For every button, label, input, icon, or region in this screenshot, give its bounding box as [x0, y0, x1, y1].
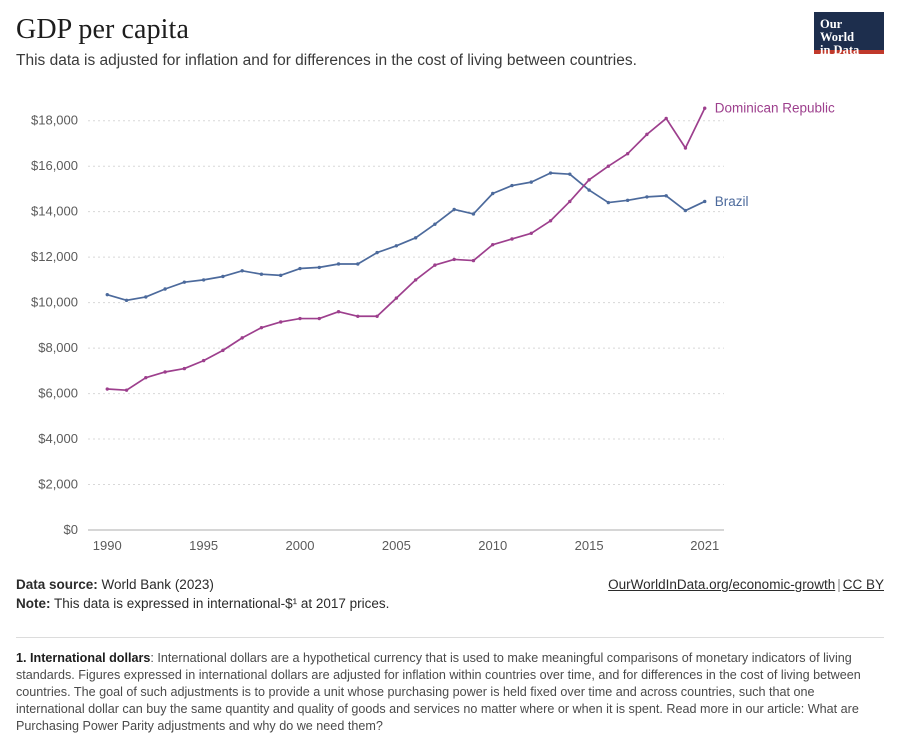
page-title: GDP per capita — [16, 14, 189, 45]
series-point[interactable] — [664, 117, 667, 120]
owid-logo[interactable] — [814, 12, 884, 57]
series-point[interactable] — [626, 199, 629, 202]
series-point[interactable] — [549, 219, 552, 222]
x-axis-tick-label: 2005 — [381, 538, 411, 553]
y-axis-tick-label: $6,000 — [38, 385, 78, 401]
series-point[interactable] — [221, 349, 224, 352]
series-point[interactable] — [530, 232, 533, 235]
series-point[interactable] — [472, 212, 475, 215]
series-point[interactable] — [626, 152, 629, 155]
chart-header — [16, 0, 884, 70]
series-point[interactable] — [202, 278, 205, 281]
y-axis-tick-label: $10,000 — [31, 294, 78, 310]
series-point[interactable] — [298, 267, 301, 270]
series-point[interactable] — [684, 209, 687, 212]
series-point[interactable] — [106, 387, 109, 390]
series-point[interactable] — [318, 317, 321, 320]
y-axis-tick-label: $12,000 — [31, 249, 78, 265]
series-point[interactable] — [645, 133, 648, 136]
owid-logo-line1: Our World — [820, 17, 855, 44]
chart-footer — [16, 575, 884, 613]
series-point[interactable] — [183, 367, 186, 370]
footer-divider — [16, 637, 884, 638]
series-point[interactable] — [260, 326, 263, 329]
series-point[interactable] — [144, 376, 147, 379]
owid-logo-line2: in Data — [820, 43, 860, 57]
series-point[interactable] — [337, 310, 340, 313]
series-point[interactable] — [549, 171, 552, 174]
series-label-dominican-republic[interactable]: Dominican Republic — [714, 100, 835, 116]
footer-separator: | — [837, 577, 841, 592]
y-axis-tick-label: $0 — [63, 522, 78, 537]
series-point[interactable] — [645, 195, 648, 198]
owid-url-link[interactable]: OurWorldInData.org/economic-growth — [608, 577, 836, 592]
series-point[interactable] — [414, 278, 417, 281]
footer-source-line — [16, 575, 214, 594]
chart-subtitle: This data is adjusted for inflation and for differences in the cost of living between countries. — [16, 52, 637, 69]
license-link[interactable]: CC BY — [842, 577, 884, 592]
x-axis-tick-label: 2010 — [478, 538, 508, 553]
series-point[interactable] — [452, 258, 455, 261]
y-axis-tick-label: $18,000 — [31, 112, 78, 128]
x-axis-tick-label: 2000 — [285, 538, 315, 553]
series-point[interactable] — [375, 315, 378, 318]
series-point[interactable] — [568, 172, 571, 175]
series-point[interactable] — [183, 280, 186, 283]
y-axis-tick-label: $4,000 — [38, 431, 78, 447]
series-point[interactable] — [221, 275, 224, 278]
series-point[interactable] — [356, 262, 359, 265]
series-point[interactable] — [510, 184, 513, 187]
x-axis-tick-label: 1990 — [92, 538, 122, 553]
series-point[interactable] — [530, 180, 533, 183]
series-point[interactable] — [472, 259, 475, 262]
series-point[interactable] — [279, 274, 282, 277]
line-chart[interactable] — [16, 84, 884, 564]
footnote-block — [16, 650, 884, 735]
series-point[interactable] — [491, 192, 494, 195]
series-label-brazil[interactable]: Brazil — [714, 193, 749, 209]
series-point[interactable] — [395, 244, 398, 247]
series-point[interactable] — [703, 107, 706, 110]
series-point[interactable] — [375, 251, 378, 254]
series-point[interactable] — [568, 200, 571, 203]
series-point[interactable] — [163, 287, 166, 290]
series-point[interactable] — [395, 296, 398, 299]
y-axis-tick-label: $16,000 — [31, 158, 78, 174]
y-axis-tick-label: $14,000 — [31, 203, 78, 219]
x-axis-tick-label: 1995 — [189, 538, 219, 553]
series-point[interactable] — [587, 188, 590, 191]
series-point[interactable] — [144, 295, 147, 298]
series-point[interactable] — [125, 299, 128, 302]
series-point[interactable] — [664, 194, 667, 197]
series-point[interactable] — [202, 359, 205, 362]
series-point[interactable] — [163, 370, 166, 373]
series-point[interactable] — [703, 200, 706, 203]
series-point[interactable] — [240, 269, 243, 272]
series-point[interactable] — [279, 320, 282, 323]
note-label: Note: — [16, 596, 51, 611]
footer-note-line — [16, 594, 884, 613]
series-point[interactable] — [414, 236, 417, 239]
note-value: This data is expressed in international-$¹ at 2017 prices. — [50, 596, 390, 611]
series-point[interactable] — [607, 201, 610, 204]
series-point[interactable] — [356, 315, 359, 318]
series-point[interactable] — [607, 165, 610, 168]
y-axis-tick-label: $8,000 — [38, 340, 78, 356]
footnote-text: : International dollars are a hypothetical currency that is used to make meaningful comparisons of monetary indicators of living standards. Figures expressed in international dollars are adjusted for inflation within countries over time, and for differences in the cost of living between countries. The goal of such adjustments is to provide a unit whose purchasing power is held fixed over time and across countries, such that one international dollar can buy the same quantity and quality of goods and services no matter where or when it is spent. Read more in our article: What are Purchasing Power Parity adjustments and why do we need them? — [16, 651, 861, 733]
series-point[interactable] — [510, 237, 513, 240]
series-point[interactable] — [491, 243, 494, 246]
series-line[interactable] — [107, 173, 704, 300]
series-point[interactable] — [337, 262, 340, 265]
series-point[interactable] — [106, 293, 109, 296]
x-axis-tick-label: 2015 — [574, 538, 604, 553]
series-point[interactable] — [298, 317, 301, 320]
series-point[interactable] — [452, 208, 455, 211]
series-point[interactable] — [125, 388, 128, 391]
series-point[interactable] — [318, 266, 321, 269]
series-point[interactable] — [433, 263, 436, 266]
source-value: World Bank (2023) — [97, 577, 214, 592]
series-point[interactable] — [240, 336, 243, 339]
series-point[interactable] — [684, 146, 687, 149]
series-point[interactable] — [433, 222, 436, 225]
series-point[interactable] — [587, 178, 590, 181]
x-axis-tick-label: 2021 — [690, 538, 720, 553]
footnote-marker: 1. International dollars — [16, 651, 151, 665]
footer-links — [608, 577, 884, 592]
source-label: Data source: — [16, 577, 98, 592]
series-line[interactable] — [107, 108, 704, 390]
y-axis-tick-label: $2,000 — [38, 476, 78, 492]
series-point[interactable] — [260, 273, 263, 276]
chart-canvas[interactable] — [16, 84, 884, 564]
